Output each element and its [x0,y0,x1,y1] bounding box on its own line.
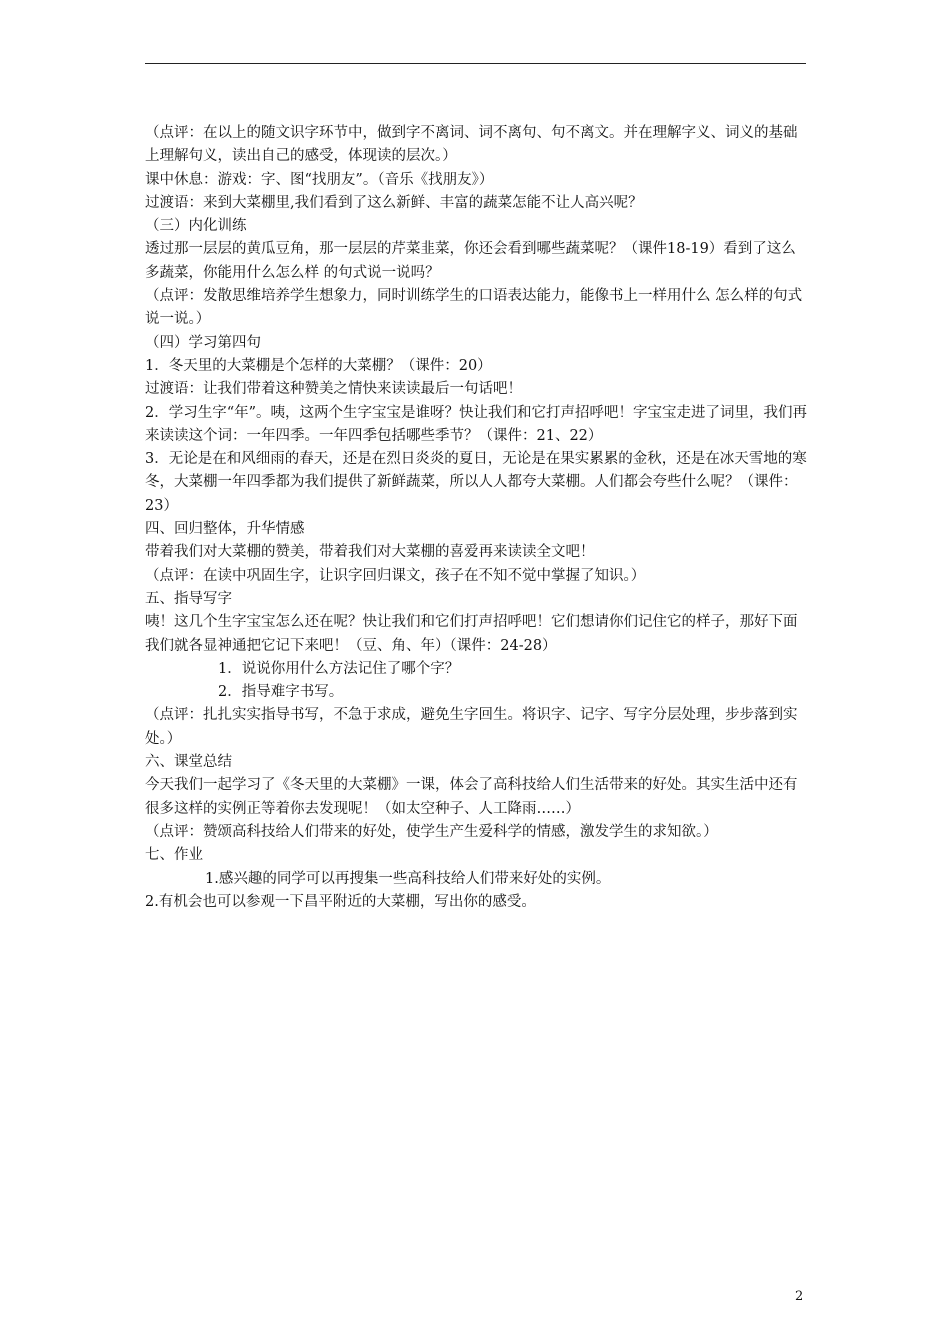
comment-paragraph: （点评：在读中巩固生字，让识字回归课文，孩子在不知不觉中掌握了知识。） [145,567,646,584]
body-paragraph: 带着我们对大菜棚的赞美，带着我们对大菜棚的喜爱再来读读全文吧！ [145,544,595,561]
body-paragraph: 透过那一层层的黄瓜豆角，那一层层的芹菜韭菜，你还会看到哪些蔬菜呢？（课件18-19）看到了这么多蔬菜，你能用什么怎么样 的句式说一说吗？ [145,241,796,281]
header-rule [145,63,806,64]
comment-paragraph: （点评：扎扎实实指导书写，不急于求成，避免生字回生。将识字、记字、写字分层处理，步步落到实处。） [145,707,798,747]
break-activity: 课中休息：游戏：字、图“找朋友”。（音乐《找朋友》） [145,171,494,188]
page-number: 2 [795,1289,804,1304]
section-heading: （四）学习第四句 [145,334,261,351]
list-item: 2．学习生字“年”。咦，这两个生字宝宝是谁呀？快让我们和它打声招呼吧！字宝宝走进了词里，我们再来读读这个词：一年四季。一年四季包括哪些季节？（课件：21、22） [145,404,808,444]
transition-paragraph: 过渡语：来到大菜棚里,我们看到了这么新鲜、丰富的蔬菜怎能不让人高兴呢？ [145,194,643,211]
comment-paragraph: （点评：在以上的随文识字环节中，做到字不离词、词不离句、句不离文。并在理解字义、词义的基础上理解句义，读出自己的感受，体现读的层次。） [145,125,798,165]
list-item: 2．指导难字书写。 [218,684,344,701]
list-item: 1．说说你用什么方法记住了哪个字？ [218,660,460,677]
section-heading: 七、作业 [145,847,203,864]
section-heading: 五、指导写字 [145,590,232,607]
document-body [145,122,810,914]
body-paragraph: 咦！这几个生字宝宝怎么还在呢？快让我们和它们打声招呼吧！它们想请你们记住它的样子，那好下面我们就各显神通把它记下来吧！（豆、角、年）（课件：24-28） [145,614,798,654]
homework-item: 2.有机会也可以参观一下昌平附近的大菜棚，写出你的感受。 [145,893,536,910]
comment-paragraph: （点评：发散思维培养学生想象力，同时训练学生的口语表达能力，能像书上一样用什么 怎么样的句式说一说。） [145,288,803,328]
section-heading: （三）内化训练 [145,218,247,235]
body-paragraph: 今天我们一起学习了《冬天里的大菜棚》一课，体会了高科技给人们生活带来的好处。其实生活中还有很多这样的实例正等着你去发现呢！（如太空种子、人工降雨……） [145,777,798,817]
section-heading: 四、回归整体，升华情感 [145,521,305,538]
list-item: 1．冬天里的大菜棚是个怎样的大菜棚？（课件：20） [145,357,492,374]
transition-paragraph: 过渡语：让我们带着这种赞美之情快来读读最后一句话吧！ [145,381,522,398]
section-heading: 六、课堂总结 [145,754,232,771]
list-item: 3．无论是在和风细雨的春天，还是在烈日炎炎的夏日，无论是在果实累累的金秋，还是在冰天雪地的寒冬，大菜棚一年四季都为我们提供了新鲜蔬菜，所以人人都夸大菜棚。人们都会夸些什么呢？（课件：23） [145,451,807,514]
comment-paragraph: （点评：赞颂高科技给人们带来的好处，使学生产生爱科学的情感，激发学生的求知欲。） [145,823,718,840]
homework-item: 1.感兴趣的同学可以再搜集一些高科技给人们带来好处的实例。 [205,870,611,887]
